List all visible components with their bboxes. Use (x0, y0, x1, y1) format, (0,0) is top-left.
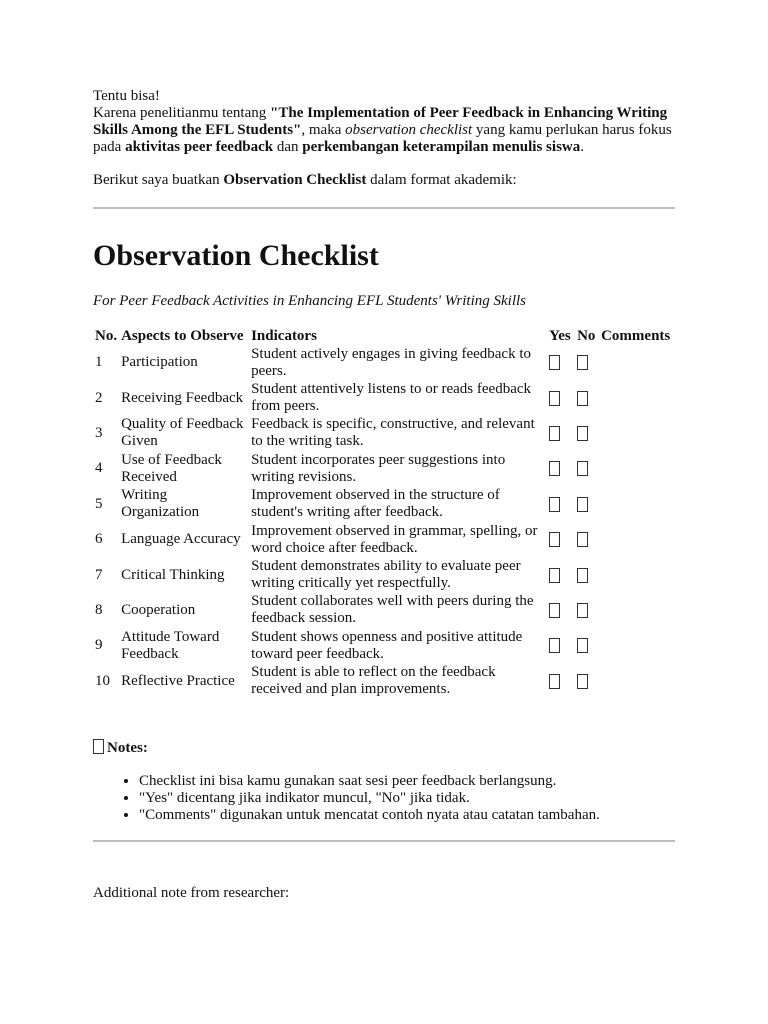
row-aspect: Reflective Practice (121, 672, 235, 689)
intro-bold: Observation Checklist (223, 172, 367, 188)
row-indicator: Student incorporates peer suggestions into writing revisions. (251, 451, 506, 485)
no-checkbox[interactable] (577, 638, 588, 653)
yes-checkbox-cell (547, 628, 575, 663)
yes-checkbox[interactable] (549, 355, 560, 370)
table-row (93, 557, 675, 592)
no-checkbox-cell (575, 380, 599, 415)
row-comments[interactable] (599, 522, 675, 557)
yes-checkbox[interactable] (549, 426, 560, 441)
yes-checkbox[interactable] (549, 674, 560, 689)
row-number: 4 (95, 460, 103, 477)
header-aspect: Aspects to Observe (121, 328, 244, 344)
table-row (93, 664, 675, 699)
page-title: Observation Checklist (93, 239, 379, 272)
row-comments[interactable] (599, 557, 675, 592)
table-row (93, 593, 675, 628)
row-indicator: Student is able to reflect on the feedback received and plan improvements. (251, 664, 496, 698)
header-comments: Comments (601, 328, 671, 344)
yes-checkbox-cell (547, 380, 575, 415)
row-number: 10 (95, 672, 110, 689)
list-item: • Checklist ini bisa kamu gunakan saat sesi peer feedback berlangsung. (139, 773, 675, 790)
yes-checkbox[interactable] (549, 461, 560, 476)
no-checkbox[interactable] (577, 355, 588, 370)
intro-lead (93, 172, 675, 189)
row-comments[interactable] (599, 487, 675, 522)
row-indicator: Student attentively listens to or reads feedback from peers. (251, 381, 532, 415)
yes-checkbox-cell (547, 593, 575, 628)
note-icon (93, 739, 104, 754)
intro-text: dalam format akademik: (366, 172, 517, 188)
yes-checkbox-cell (547, 522, 575, 557)
yes-checkbox[interactable] (549, 532, 560, 547)
no-checkbox[interactable] (577, 532, 588, 547)
header-no: No. (95, 328, 118, 344)
yes-checkbox[interactable] (549, 638, 560, 653)
row-indicator: Improvement observed in grammar, spelling, or word choice after feedback. (251, 522, 538, 556)
row-aspect: Writing Organization (121, 487, 200, 521)
yes-checkbox-cell (547, 416, 575, 451)
page-subtitle: For Peer Feedback Activities in Enhancing EFL Students' Writing Skills (93, 293, 526, 309)
table-body (93, 345, 675, 699)
row-indicator: Student collaborates well with peers during the feedback session. (251, 593, 534, 627)
no-checkbox[interactable] (577, 568, 588, 583)
table-header-row (93, 328, 675, 345)
intro-text: yang kamu perlukan harus fokus pada (93, 122, 672, 155)
intro-text: Karena penelitianmu tentang (93, 105, 271, 121)
yes-checkbox-cell (547, 487, 575, 522)
list-item: • "Comments" digunakan untuk mencatat contoh nyata atau catatan tambahan. (139, 807, 675, 824)
row-comments[interactable] (599, 416, 675, 451)
row-comments[interactable] (599, 345, 675, 380)
yes-checkbox-cell (547, 557, 575, 592)
row-comments[interactable] (599, 664, 675, 699)
table-row (93, 416, 675, 451)
row-comments[interactable] (599, 593, 675, 628)
row-comments[interactable] (599, 380, 675, 415)
yes-checkbox[interactable] (549, 568, 560, 583)
notes-heading-line (93, 739, 675, 757)
header-indicators: Indicators (251, 328, 317, 344)
row-number: 7 (95, 566, 103, 583)
intro-text: . (580, 139, 584, 155)
intro-paragraph (93, 105, 675, 156)
yes-checkbox[interactable] (549, 391, 560, 406)
row-number: 3 (95, 424, 103, 441)
row-number: 9 (95, 637, 103, 654)
intro-emphasis: observation checklist (345, 122, 473, 138)
row-aspect: Receiving Feedback (121, 389, 244, 406)
intro-text: , maka (301, 122, 346, 138)
row-comments[interactable] (599, 628, 675, 663)
row-comments[interactable] (599, 451, 675, 486)
no-checkbox[interactable] (577, 391, 588, 406)
table-row (93, 487, 675, 522)
intro-bold: aktivitas peer feedback (125, 139, 274, 155)
row-aspect: Use of Feedback Received (121, 451, 222, 485)
row-number: 8 (95, 601, 103, 618)
intro-greeting: Tentu bisa! (93, 88, 160, 104)
row-aspect: Cooperation (121, 601, 196, 618)
row-aspect: Critical Thinking (121, 566, 225, 583)
no-checkbox-cell (575, 593, 599, 628)
no-checkbox[interactable] (577, 426, 588, 441)
table-row (93, 522, 675, 557)
no-checkbox-cell (575, 345, 599, 380)
no-checkbox-cell (575, 487, 599, 522)
no-checkbox-cell (575, 451, 599, 486)
yes-checkbox-cell (547, 451, 575, 486)
row-aspect: Quality of Feedback Given (121, 416, 244, 450)
row-number: 2 (95, 389, 103, 406)
research-title: "The Implementation of Peer Feedback in Enhancing Writing Skills Among the EFL Students" (93, 105, 668, 138)
additional-note: Additional note from researcher: (93, 884, 290, 901)
table-row (93, 628, 675, 663)
row-indicator: Feedback is specific, constructive, and relevant to the writing task. (251, 416, 535, 450)
observation-table (93, 328, 675, 699)
no-checkbox-cell (575, 522, 599, 557)
table-row (93, 451, 675, 486)
header-yes: Yes (549, 328, 571, 344)
row-number: 1 (95, 354, 103, 371)
intro-bold: perkembangan keterampilan menulis siswa (302, 139, 581, 155)
row-aspect: Participation (121, 354, 198, 371)
yes-checkbox[interactable] (549, 497, 560, 512)
intro-text: Berikut saya buatkan (93, 172, 224, 188)
table-row (93, 345, 675, 380)
row-aspect: Language Accuracy (121, 531, 241, 548)
row-number: 6 (95, 531, 103, 548)
notes-list (93, 773, 675, 824)
no-checkbox[interactable] (577, 674, 588, 689)
intro-text: dan (273, 139, 303, 155)
no-checkbox[interactable] (577, 603, 588, 618)
no-checkbox[interactable] (577, 497, 588, 512)
table-row (93, 380, 675, 415)
no-checkbox[interactable] (577, 461, 588, 476)
row-indicator: Student actively engages in giving feedback to peers. (251, 345, 532, 379)
document-page (93, 88, 675, 902)
list-item: • "Yes" dicentang jika indikator muncul, "No" jika tidak. (139, 790, 675, 807)
row-indicator: Student demonstrates ability to evaluate peer writing critically yet respectfully. (251, 558, 521, 592)
yes-checkbox-cell (547, 345, 575, 380)
row-indicator: Improvement observed in the structure of student's writing after feedback. (251, 487, 500, 521)
row-indicator: Student shows openness and positive attitude toward peer feedback. (251, 628, 523, 662)
no-checkbox-cell (575, 664, 599, 699)
header-no-col: No (577, 328, 596, 344)
no-checkbox-cell (575, 628, 599, 663)
notes-heading: Notes: (107, 739, 148, 756)
no-checkbox-cell (575, 416, 599, 451)
row-number: 5 (95, 495, 103, 512)
yes-checkbox-cell (547, 664, 575, 699)
yes-checkbox[interactable] (549, 603, 560, 618)
no-checkbox-cell (575, 557, 599, 592)
row-aspect: Attitude Toward Feedback (121, 628, 220, 662)
